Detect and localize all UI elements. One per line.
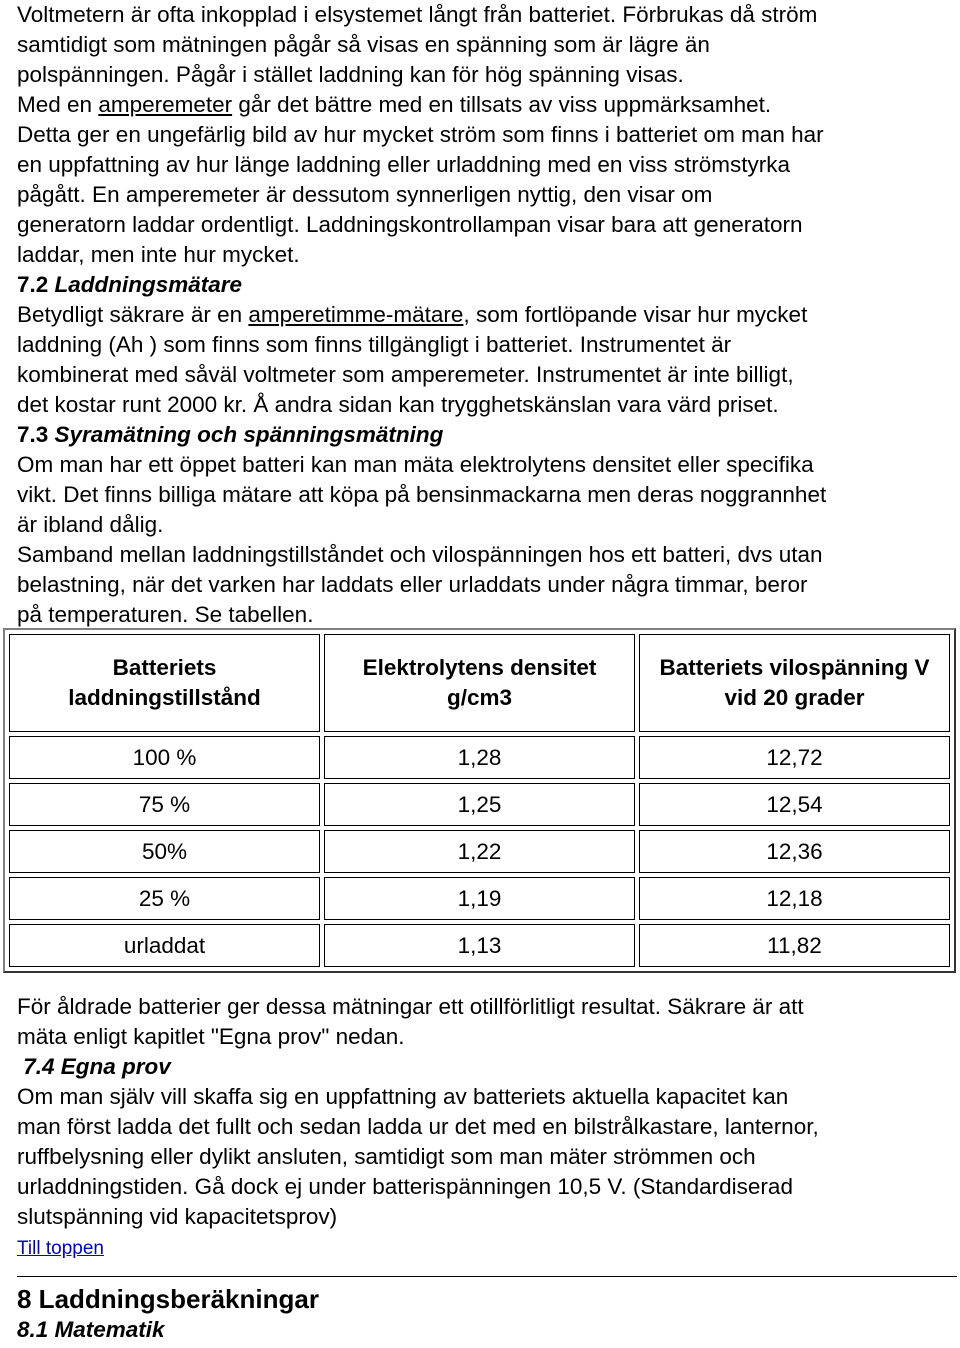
section-7-4-line-5: slutspänning vid kapacitetsprov) [17, 1204, 338, 1229]
after-table-line-2: mäta enligt kapitlet "Egna prov" nedan. [17, 1024, 405, 1049]
section-7-2-heading: 7.2 Laddningsmätare [17, 272, 243, 297]
intro-line-7: pågått. En amperemeter är dessutom synnerligen nyttig, den visar om [17, 182, 713, 207]
intro-line-6: en uppfattning av hur länge laddning eller urladdning med en viss strömstyrka [17, 152, 790, 177]
after-table-line-1: För åldrade batterier ger dessa mätningar ett otillförlitligt resultat. Säkrare är att [17, 994, 804, 1019]
header-rest-voltage: Batteriets vilospänning V vid 20 grader [639, 634, 950, 732]
battery-state-table [3, 628, 956, 973]
cell-voltage: 11,82 [639, 924, 950, 967]
intro-line-9: laddar, men inte hur mycket. [17, 242, 300, 267]
section-divider [17, 1276, 957, 1277]
section-7-4-line-2: man först ladda det fullt och sedan ladda ur det med en bilstrålkastare, lanternor, [17, 1114, 819, 1139]
after-table-block [17, 992, 957, 1345]
cell-charge-state: urladdat [9, 924, 320, 967]
section-7-3-line-4: Samband mellan laddningstillståndet och vilospänningen hos ett batteri, dvs utan [17, 542, 823, 567]
intro-line-3: polspänningen. Pågår i stället laddning kan för hög spänning visas. [17, 62, 684, 87]
cell-charge-state: 50% [9, 830, 320, 873]
cell-charge-state: 75 % [9, 783, 320, 826]
section-7-4-heading: 7.4 Egna prov [17, 1054, 171, 1079]
amperetimme-link[interactable]: amperetimme-mätare [248, 302, 464, 327]
cell-density: 1,13 [324, 924, 635, 967]
section-7-3-heading: 7.3 Syramätning och spänningsmätning [17, 422, 444, 447]
section-7-4-line-3: ruffbelysning eller dylikt ansluten, samtidigt som man mäter strömmen och [17, 1144, 756, 1169]
table-row [9, 783, 950, 826]
intro-line-1: Voltmetern är ofta inkopplad i elsystemet långt från batteriet. Förbrukas då ström [17, 2, 818, 27]
cell-density: 1,25 [324, 783, 635, 826]
intro-line-8: generatorn laddar ordentligt. Laddningskontrollampan visar bara att generatorn [17, 212, 803, 237]
chapter-8-title: 8 Laddningsberäkningar [17, 1284, 319, 1314]
section-7-3-line-2: vikt. Det finns billiga mätare att köpa på bensinmackarna men deras noggrannhet [17, 482, 827, 507]
cell-density: 1,19 [324, 877, 635, 920]
cell-density: 1,28 [324, 736, 635, 779]
cell-voltage: 12,18 [639, 877, 950, 920]
cell-voltage: 12,36 [639, 830, 950, 873]
cell-density: 1,22 [324, 830, 635, 873]
intro-line-5: Detta ger en ungefärlig bild av hur mycket ström som finns i batteriet om man har [17, 122, 824, 147]
cell-charge-state: 100 % [9, 736, 320, 779]
chapter-8-subtitle: 8.1 Matematik [17, 1317, 165, 1342]
back-to-top-link[interactable]: Till toppen [17, 1238, 104, 1259]
section-7-2-line-2: laddning (Ah ) som finns som finns tillgängligt i batteriet. Instrumentet är [17, 332, 732, 357]
header-electrolyte-density: Elektrolytens densitet g/cm3 [324, 634, 635, 732]
section-7-3-line-6: på temperaturen. Se tabellen. [17, 602, 314, 627]
cell-voltage: 12,72 [639, 736, 950, 779]
section-7-2-line-3: kombinerat med såväl voltmeter som amperemeter. Instrumentet är inte billigt, [17, 362, 794, 387]
header-charge-state: Batteriets laddningstillstånd [9, 634, 320, 732]
table-row [9, 924, 950, 967]
section-7-2-line-4: det kostar runt 2000 kr. Å andra sidan kan trygghetskänslan vara värd priset. [17, 392, 779, 417]
section-7-2-line-1: Betydligt säkrare är en amperetimme-mätare, som fortlöpande visar hur mycket [17, 302, 808, 327]
amperemeter-link[interactable]: amperemeter [98, 92, 233, 117]
table-row [9, 830, 950, 873]
intro-line-4-post: går det bättre med en tillsats av viss uppmärksamhet. [232, 92, 772, 117]
intro-line-2: samtidigt som mätningen pågår så visas en spänning som är lägre än [17, 32, 710, 57]
section-7-4-line-4: urladdningstiden. Gå dock ej under batterispänningen 10,5 V. (Standardiserad [17, 1174, 793, 1199]
section-7-4-line-1: Om man själv vill skaffa sig en uppfattning av batteriets aktuella kapacitet kan [17, 1084, 789, 1109]
table-row [9, 877, 950, 920]
intro-line-4 [17, 90, 957, 120]
table-header-row [9, 634, 950, 732]
cell-voltage: 12,54 [639, 783, 950, 826]
section-7-3-line-3: är ibland dålig. [17, 512, 164, 537]
section-7-3-line-5: belastning, när det varken har laddats eller urladdats under några timmar, beror [17, 572, 808, 597]
cell-charge-state: 25 % [9, 877, 320, 920]
intro-line-4-pre: Med en [17, 92, 99, 117]
section-7-3-line-1: Om man har ett öppet batteri kan man mäta elektrolytens densitet eller specifika [17, 452, 814, 477]
table-row [9, 736, 950, 779]
